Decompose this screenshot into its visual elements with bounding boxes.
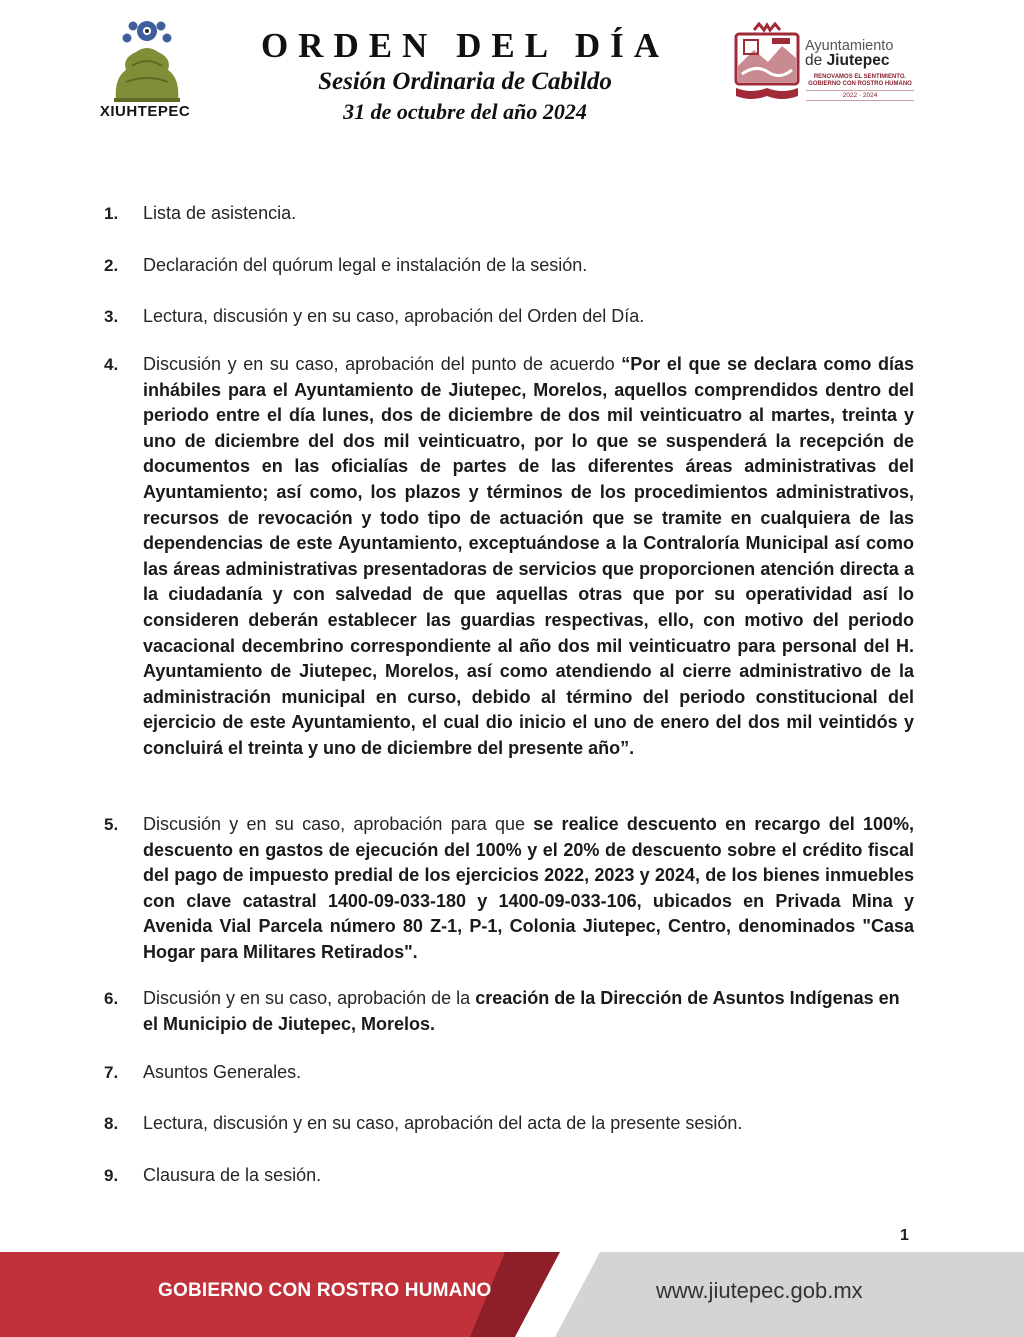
- agenda-item-number: 6.: [104, 989, 119, 1008]
- agenda-item-plain: Declaración del quórum legal e instalación de la sesión.: [143, 255, 588, 275]
- agenda-item-text: [143, 1163, 914, 1189]
- document-header: [0, 0, 1024, 150]
- agenda-item-number: 3.: [104, 307, 119, 326]
- footer-slogan: GOBIERNO CON ROSTRO HUMANO: [158, 1280, 492, 1301]
- agenda-item-number: 2.: [104, 256, 119, 275]
- ayuntamiento-crest-icon: [732, 22, 802, 106]
- agenda-item-text: [143, 201, 914, 227]
- agenda-item-text: [143, 1111, 914, 1137]
- agenda-item-text: [143, 253, 914, 279]
- agenda-item-number: 5.: [104, 815, 119, 834]
- footer-banner: [0, 1252, 1024, 1337]
- agenda-item-number: 1.: [104, 204, 119, 223]
- administration-years: 2022 · 2024: [806, 90, 914, 101]
- agenda-item-plain: Clausura de la sesión.: [143, 1165, 322, 1185]
- agenda-item-text: [143, 812, 914, 966]
- agenda-item-text: [143, 304, 914, 330]
- agenda-item-text: [143, 986, 914, 1037]
- footer-website-link[interactable]: www.jiutepec.gob.mx: [656, 1278, 863, 1303]
- agenda-item-plain: Lectura, discusión y en su caso, aprobación del acta de la presente sesión.: [143, 1113, 743, 1133]
- agenda-item-bold: se realice descuento en recargo del 100%, descuento en gastos de ejecución del 100% y el 20% de descuento sobre el crédito fiscal del pago de impuesto predial de los ejercicios 2022, 2023 y 2024, de los bienes inmuebles con clave catastral 1400-09-033-180 y 1400-09-033-106, ubicados en Privada Mina y Avenida Vial Parcela número 80 Z-1, P-1, Colonia Jiutepec, Centro, denominados "Casa Hogar para Militares Retirados".: [143, 814, 914, 962]
- agenda-item-number: 7.: [104, 1063, 119, 1082]
- agenda-item-text: [143, 352, 914, 762]
- xiuhtepec-logo-label: XIUHTEPEC: [99, 103, 191, 120]
- agenda-item-plain: Discusión y en su caso, aprobación para que: [143, 814, 534, 834]
- agenda-item-number: 9.: [104, 1166, 119, 1185]
- agenda-item-plain: Lectura, discusión y en su caso, aprobación del Orden del Día.: [143, 306, 645, 326]
- session-date: 31 de octubre del año 2024: [343, 99, 587, 124]
- agenda-item-number: 8.: [104, 1114, 119, 1133]
- agenda-item-plain: Asuntos Generales.: [143, 1062, 302, 1082]
- ayuntamiento-label: Ayuntamiento: [805, 38, 894, 54]
- document-title: ORDEN DEL DÍA: [260, 26, 670, 65]
- session-subtitle: Sesión Ordinaria de Cabildo: [318, 68, 612, 95]
- jiutepec-label-name: Jiutepec: [826, 52, 890, 69]
- jiutepec-label: [805, 52, 889, 70]
- agenda-item-plain: Discusión y en su caso, aprobación del punto de acuerdo: [143, 354, 622, 374]
- agenda-item-text: [143, 1060, 914, 1086]
- agenda-item-plain: Discusión y en su caso, aprobación de la: [143, 988, 476, 1008]
- slogan-line-2: GOBIERNO CON ROSTRO HUMANO: [808, 81, 912, 87]
- agenda-item-number: 4.: [104, 355, 119, 374]
- slogan-line-1: RENOVAMOS EL SENTIMIENTO.: [813, 74, 907, 80]
- page-number: 1: [900, 1227, 909, 1244]
- jiutepec-label-prefix: de: [805, 52, 827, 69]
- agenda-item-plain: Lista de asistencia.: [143, 203, 297, 223]
- agenda-item-bold: “Por el que se declara como días inhábiles para el Ayuntamiento de Jiutepec, Morelos, aquellos comprendidos dentro del periodo entre el día lunes, dos de diciembre de dos mil veinticuatro al martes, treinta y uno de diciembre del dos mil veinticuatro, por lo que se suspenderá la recepción de documentos en las oficialías de partes de las diferentes áreas administrativas del Ayuntamiento; así como, los plazos y términos de los procedimientos administrativos, recursos de revocación y todo tipo de actuación que se tramite en cualquiera de las dependencias de este Ayuntamiento, exceptuándose a la Contraloría Municipal así como las áreas administrativas presentadoras de servicios que proporcionen atención directa a la ciudadanía y con salvedad de que aquellas otras que por su operatividad así lo consideren deberán establecer las guardias respectivas, ello, con motivo del periodo vacacional decembrino correspondiente al año dos mil veinticuatro para personal del H. Ayuntamiento de Jiutepec, Morelos, así como atendiendo al cierre administrativo de la administración municipal en curso, debido al término del periodo constitucional del ejercicio de este Ayuntamiento, el cual dio inicio el uno de enero del dos mil veintidós y concluirá el treinta y uno de diciembre del presente año”.: [143, 354, 915, 758]
- ayuntamiento-slogan: [806, 74, 914, 88]
- agenda-item-bold: creación de la Dirección de Asuntos Indígenas en el Municipio de Jiutepec, Morelos.: [143, 988, 900, 1034]
